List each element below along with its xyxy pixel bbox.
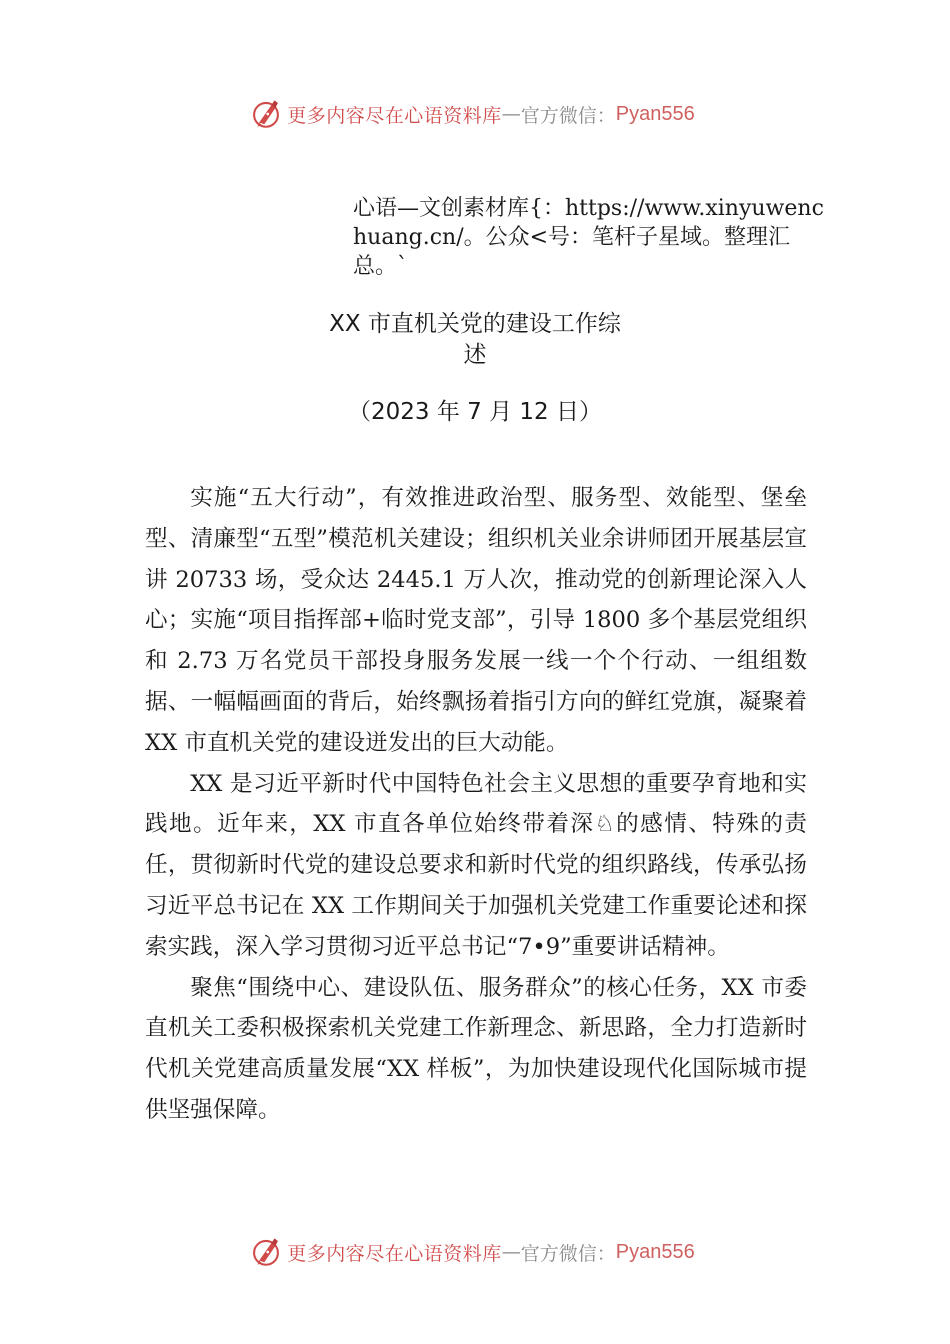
title-line-2: 述 [463,342,487,368]
watermark-slogan: 更多内容尽在心语资料库 [287,104,502,127]
source-note: 心语—文创素材库{：https://www.xinyuwenchuang.cn/。公众<号：笔杆子星域。整理汇总。` [353,196,824,279]
watermark-slogan: 更多内容尽在心语资料库 [287,1242,502,1265]
watermark-wechat-id: Pyan556 [615,1240,695,1263]
watermark-separator: — [501,103,521,125]
watermark-wechat-label: 官方微信： [520,1242,616,1265]
document-body [145,478,807,1131]
title-line-1: XX 市直机关党的建设工作综 [329,311,621,337]
body-paragraph-2: XX 是习近平新时代中国特色社会主义思想的重要孕育地和实践地。近年来，XX 市直各单位始终带着深♘的感情、特殊的责任，贯彻新时代党的建设总要求和新时代党的组织路线，传承弘扬习近平总书记在 XX 工作期间关于加强机关党建工作重要论述和探索实践，深入学习贯彻习近平总书记“7•9”重要讲话精神。 [145,770,807,960]
body-paragraph-3: 聚焦“围绕中心、建设队伍、服务群众”的核心任务，XX 市委直机关工委积极探索机关党建工作新理念、新思路，全力打造新时代机关党建高质量发展“XX 样板”，为加快建设现代化国际城市提供坚强保障。 [145,974,807,1123]
body-paragraph-1: 实施“五大行动”，有效推进政治型、服务型、效能型、堡垒型、清廉型“五型”模范机关建设；组织机关业余讲师团开展基层宣讲 20733 场，受众达 2445.1 万人次，推动党的创新理论深入人心；实施“项目指挥部+临时党支部”，引导 1800 多个基层党组织和 2.73 万名党员干部投身服务发展一线一个个行动、一组组数据、一幅幅画面的背后，始终飘扬着指引方向的鲜红党旗，凝聚着 XX 市直机关党的建设迸发出的巨大动能。 [145,485,807,756]
header-watermark [0,94,950,134]
watermark-separator: — [501,1241,521,1263]
document-title [0,309,950,371]
pen-nib-logo-icon [249,1235,283,1269]
watermark-wechat-label: 官方微信： [520,104,616,127]
watermark-wechat-id: Pyan556 [615,102,695,125]
pen-nib-logo-icon [249,97,283,131]
footer-watermark [0,1232,950,1272]
document-date: （2023 年 7 月 12 日） [348,399,602,425]
